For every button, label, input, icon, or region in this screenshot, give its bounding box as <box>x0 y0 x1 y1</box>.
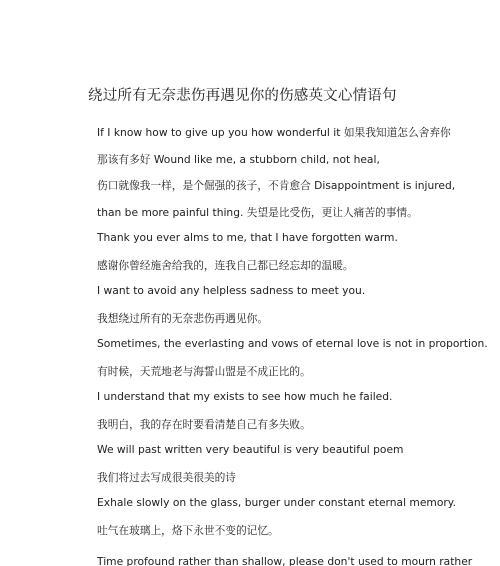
body-line-17: Time profound rather than shallow, please don't used to mourn rather <box>97 555 473 566</box>
body-line-5: Thank you ever alms to me, that I have forgotten warm. <box>97 231 398 244</box>
body-line-10: 有时候，天荒地老与海誓山盟是不成正比的。 <box>97 364 311 378</box>
body-line-16: 吐气在玻璃上，烙下永世不变的记忆。 <box>97 523 279 537</box>
document-title: 绕过所有无奈悲伤再遇见你的伤感英文心情语句 <box>88 88 397 104</box>
body-line-2: 那该有多好 Wound like me, a stubborn child, not heal, <box>97 152 380 166</box>
body-line-13: We will past written very beautiful is very beautiful poem <box>97 443 404 456</box>
body-line-8: 我想绕过所有的无奈悲伤再遇见你。 <box>97 311 269 325</box>
body-line-1: If I know how to give up you how wonderful it 如果我知道怎么舍弃你 <box>97 126 451 139</box>
body-line-12: 我明白，我的存在时要看清楚自己有多失败。 <box>97 417 311 431</box>
body-line-4: than be more painful thing. 失望是比受伤，更让人痛苦的事情。 <box>97 205 418 219</box>
body-line-3: 伤口就像我一样，是个倔强的孩子，不肯愈合 Disappointment is injured, <box>97 179 456 192</box>
body-line-7: I want to avoid any helpless sadness to meet you. <box>97 284 366 297</box>
body-line-6: 感谢你曾经施舍给我的，连我自己都已经忘却的温暖。 <box>97 258 354 272</box>
body-line-14: 我们将过去写成很美很美的诗 <box>97 470 236 484</box>
body-line-9: Sometimes, the everlasting and vows of eternal love is not in proportion. <box>97 337 488 350</box>
body-line-11: I understand that my exists to see how much he failed. <box>97 390 393 403</box>
body-line-15: Exhale slowly on the glass, burger under constant eternal memory. <box>97 496 456 509</box>
